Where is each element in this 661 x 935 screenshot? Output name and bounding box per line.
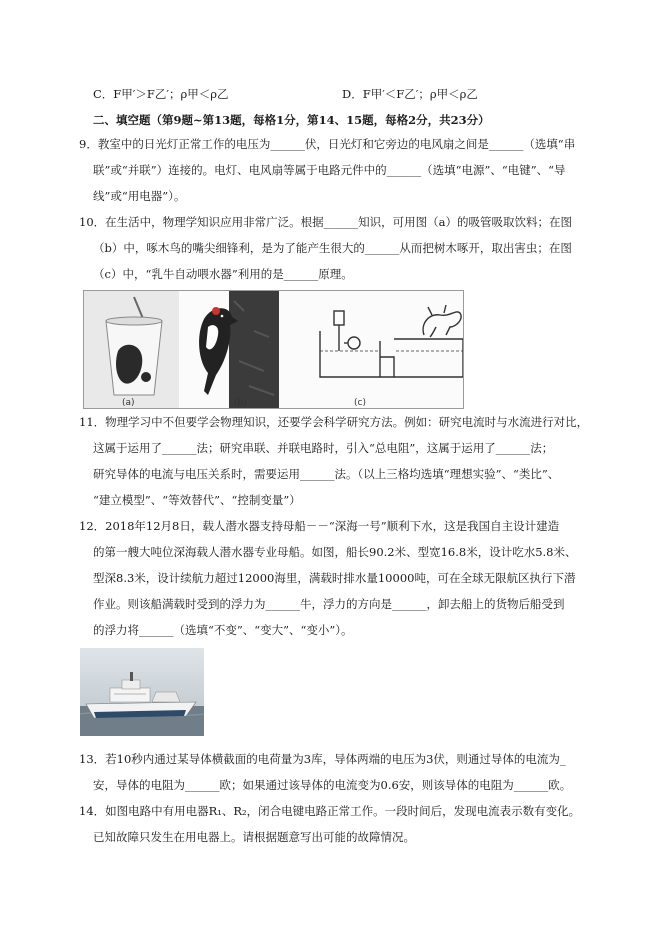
q8-option-d: D．F甲′＜F乙′；ρ甲＜ρ乙 <box>342 87 478 101</box>
q11-line-2: 这属于运用了______法；研究串联、并联电路时，引入“总电阻”，这属于运用了______法； <box>93 441 554 455</box>
q13-line-2: 安，导体的电阻为______欧；如果通过该导体的电流变为0.6安，则该导体的电阻为______欧。 <box>93 778 572 792</box>
q12-line-4: 作业。则该船满载时受到的浮力为______牛，浮力的方向是______，卸去船上的货物后船受到 <box>93 597 565 611</box>
ship-photo <box>80 648 204 736</box>
q12-line-1: 12．2018年12月8日，载人潜水器支持母船－－“深海一号”顺利下水，这是我国自主设计建造 <box>79 519 560 533</box>
cup-with-straw-image <box>84 291 179 408</box>
q14-line-1: 14．如图电路中有用电器R₁、R₂，闭合电键电路正常工作。一段时间后，发现电流表示数有变化。 <box>79 804 581 818</box>
q10-line-1: 10．在生活中，物理学知识应用非常广泛。根据______知识，可用图（a）的吸管吸取饮料；在图 <box>79 215 572 229</box>
figure-label-a: (a) <box>122 398 135 408</box>
cow-water-feeder-diagram <box>320 305 463 377</box>
q11-line-4: “建立模型”、“等效替代”、“控制变量”） <box>93 493 301 507</box>
q10-line-3: （c）中，“乳牛自动喂水器”利用的是______原理。 <box>93 267 353 281</box>
q14-line-2: 已知故障只发生在用电器上。请根据题意写出可能的故障情况。 <box>93 830 415 844</box>
q9-line-2: 联”或“并联”）连接的。电灯、电风扇等属于电路元件中的______（选填“电源”、“电键”、“导 <box>93 163 566 177</box>
q10-line-2: （b）中，啄木鸟的嘴尖细锋利，是为了能产生很大的______从而把树木啄开，取出害虫；在图 <box>93 241 572 255</box>
q9-line-3: 线”或“用电器”）。 <box>93 189 186 203</box>
q11-line-3: 研究导体的电流与电压关系时，需要运用______法。（以上三格均选填“理想实验”、“类比”、 <box>93 467 560 481</box>
q9-line-1: 9．教室中的日光灯正常工作的电压为______伏，日光灯和它旁边的电风扇之间是______（选填“串 <box>79 137 576 151</box>
q11-line-1: 11．物理学习中不但要学会物理知识，还要学会科学研究方法。例如：研究电流时与水流进行对比， <box>79 415 589 429</box>
section-title: 二、填空题（第9题~第13题，每格1分，第14、15题，每格2分，共23分） <box>93 113 490 127</box>
q12-line-5: 的浮力将______（选填“不变”、“变大”、“变小”）。 <box>93 623 353 637</box>
woodpecker-image <box>199 291 279 408</box>
figure-abc <box>83 290 464 409</box>
q12-line-3: 型深8.3米，设计续航力超过12000海里，满载时排水量10000吨，可在全球无限航区执行下潜 <box>93 571 576 585</box>
q12-line-2: 的第一艘大吨位深海载人潜水器专业母船。如图，船长90.2米、型宽16.8米，设计吃水5.8米、 <box>93 545 577 559</box>
q8-option-c: C．F甲′＞F乙′；ρ甲＜ρ乙 <box>93 87 229 101</box>
figure-label-c: (c) <box>354 398 366 408</box>
figure-label-b: (b) <box>234 398 247 408</box>
q13-line-1: 13．若10秒内通过某导体横截面的电荷量为3库，导体两端的电压为3伏，则通过导体的电流为_ <box>79 752 566 766</box>
